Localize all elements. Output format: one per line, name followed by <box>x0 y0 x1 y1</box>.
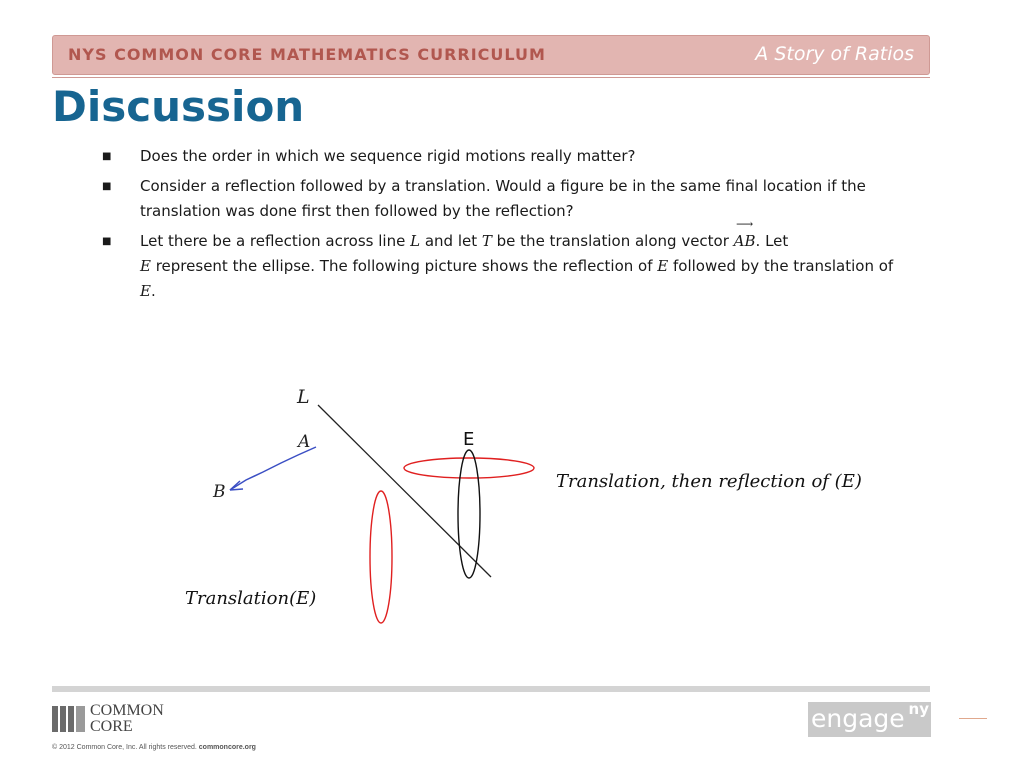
bullet-text-segment: followed by the translation of <box>668 257 894 275</box>
common-core-logo-icon <box>52 706 86 732</box>
footer-divider <box>52 686 930 692</box>
slide-edge-dash <box>959 718 987 719</box>
bullet-text: Does the order in which we sequence rigid motions really matter? <box>140 147 636 165</box>
wordmark-line: CORE <box>90 718 133 735</box>
bullet-text-segment: . Let <box>755 232 789 250</box>
label-l: L <box>297 386 310 408</box>
original-ellipse-e <box>458 450 480 578</box>
translated-ellipse <box>370 491 392 623</box>
math-translation-t: T <box>481 232 492 250</box>
vector-ab-arrow <box>230 447 316 490</box>
module-title: A Story of Ratios <box>755 43 914 65</box>
copyright-notice <box>52 744 256 751</box>
label-translation: Translation(E) <box>185 588 317 609</box>
site-link[interactable]: commoncore.org <box>198 744 256 751</box>
page-title: Discussion <box>52 82 305 131</box>
vector-ab-label: AB <box>733 232 756 250</box>
bullet-text-segment: . <box>150 282 156 300</box>
engageny-logo <box>808 702 931 737</box>
curriculum-title: NYS COMMON CORE MATHEMATICS CURRICULUM <box>68 45 546 64</box>
bullet-text: Consider a reflection followed by a translation. Would a figure be in the same final location if the translation was done first then followed by the reflection? <box>140 177 866 220</box>
copyright-text: © 2012 Common Core, Inc. All rights reserved. <box>52 744 199 751</box>
vector-arrow-icon: ⟶ <box>736 217 754 231</box>
math-ellipse-e: E <box>140 257 151 275</box>
common-core-wordmark <box>90 703 164 735</box>
engage-ny-superscript: ny <box>908 700 929 718</box>
bullet-text-segment: Let there be a reflection across line <box>140 232 411 250</box>
wordmark-line: COMMON <box>90 702 164 719</box>
bullet-square-icon: ■ <box>102 151 112 162</box>
label-translation-then-reflection: Translation, then reflection of (E) <box>556 471 862 492</box>
bullet-square-icon: ■ <box>102 181 112 192</box>
math-line-l: L <box>410 232 421 250</box>
bullet-text-segment: and let <box>420 232 482 250</box>
label-b: B <box>213 482 226 502</box>
label-a: A <box>298 432 311 452</box>
bullet-square-icon: ■ <box>102 236 112 247</box>
bullet-text-segment: represent the ellipse. The following picture shows the reflection of <box>150 257 658 275</box>
engage-wordmark: engage <box>811 704 905 733</box>
reflected-translated-ellipse <box>404 458 534 478</box>
label-e: E <box>463 429 475 450</box>
math-ellipse-e: E <box>140 282 151 300</box>
math-ellipse-e: E <box>657 257 669 275</box>
bullet-text-segment: be the translation along vector <box>491 232 734 250</box>
